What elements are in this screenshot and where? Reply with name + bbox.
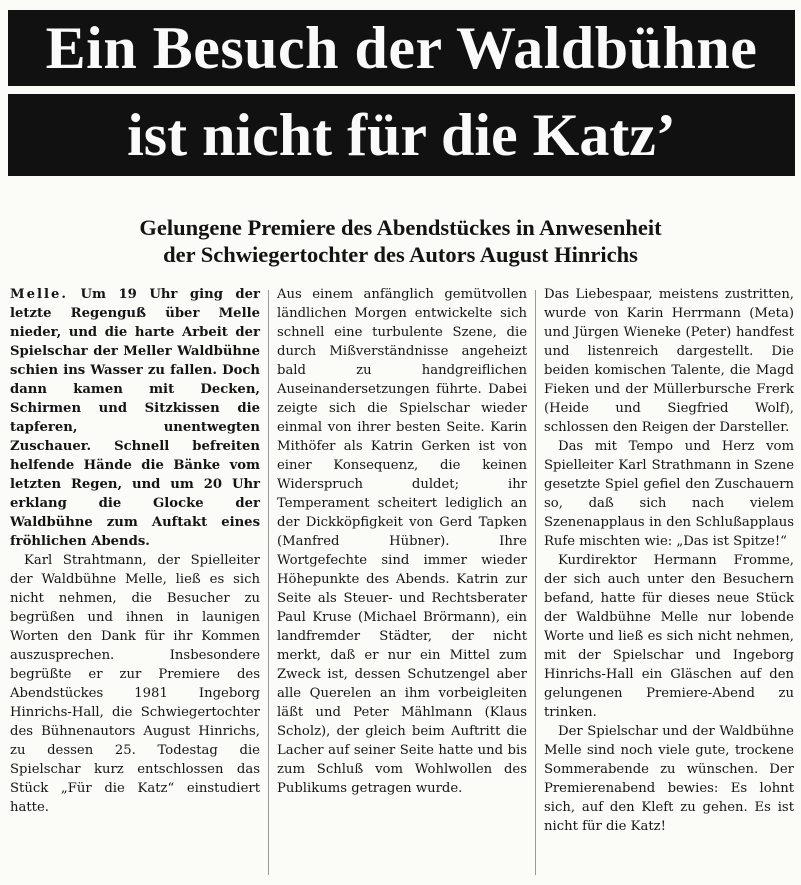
paragraph-5: Kurdirektor Hermann Fromme, der sich auch unter den Besuchern befand, hatte für dieses neue Stück der Waldbühne Melle nur lobende Worte und ließ es sich nicht nehmen, mit der Spielschar und Ingeborg Hinrichs-Hall ein Gläschen auf den gelungenen Premiere-Abend zu trinken. [544, 553, 794, 720]
headline [8, 10, 795, 176]
paragraph-6: Der Spielschar und der Waldbühne Melle sind noch viele gute, trockene Sommerabende zu wünschen. Der Premierenabend bewies: Es lohnt sich, auf den Kleft zu gehen. Es ist nicht für die Katz! [544, 724, 794, 834]
paragraph-3: Das Liebespaar, meistens zustritten, wurde von Karin Herrmann (Meta) und Jürgen Wieneke (Peter) handfest und listenreich dargestellt. Die beiden komischen Talente, die Magd Fieken und der Müllerbursche Frerk (Heide und Siegfried Wolf), schlossen den Reigen der Darsteller. [544, 287, 794, 435]
subheadline-line-2: der Schwiegertochter des Autors August Hinrichs [163, 242, 638, 267]
article-column-1 [10, 285, 260, 817]
dateline: Melle. [10, 287, 68, 302]
subheadline-line-1: Gelungene Premiere des Abendstückes in Anwesenheit [139, 215, 662, 240]
lead-paragraph [10, 285, 260, 551]
headline-line-2: ist nicht für die Katz’ [8, 94, 795, 176]
paragraph-4: Das mit Tempo und Herz vom Spielleiter Karl Strathmann in Szene gesetzte Spiel gefiel den Zuschauern so, daß sich nach vielem Szenenapplaus in den Schlußapplaus Rufe mischten wie: „Das ist Spitze!“ [544, 439, 794, 549]
paragraph-2: Aus einem anfänglich gemütvollen ländlichen Morgen entwickelte sich schnell eine turbulente Szene, die durch Mißverständnisse angeheizt bald zu handgreiflichen Auseinandersetzungen führte. Dabei zeigte sich die Spielschar wieder einmal von ihrer besten Seite. Karin Mithöfer als Katrin Gerken ist von einer Konsequenz, die keinen Widerspruch duldet; ihr Temperament scheitert lediglich an der Dickköpfigkeit von Gerd Tapken (Manfred Hübner). Ihre Wortgefechte sind immer wieder Höhepunkte des Abends. Katrin zur Seite als Steuer- und Rechtsberater Paul Kruse (Michael Brörmann), ein landfremder Städter, der nicht merkt, daß er nur ein Mittel zum Zweck ist, dessen Schutzengel aber alle Querelen an ihm vorbeigleiten läßt und Peter Mählmann (Klaus Scholz), der gleich beim Auftritt die Lacher auf seiner Seite hatte und bis zum Schluß vom Wohlwollen des Publikums getragen wurde. [277, 287, 527, 796]
column-divider-1 [268, 290, 269, 875]
paragraph-1: Karl Strahtmann, der Spielleiter der Waldbühne Melle, ließ es sich nicht nehmen, die Besucher zu begrüßen und ihnen in launigen Worten den Dank für ihr Kommen auszusprechen. Insbesondere begrüßte er zur Premiere des Abendstückes 1981 Ingeborg Hinrichs-Hall, die Schwiegertochter des Bühnenautors August Hinrichs, zu dessen 25. Todestag die Spielschar kurz entschlossen das Stück „Für die Katz“ einstudiert hatte. [10, 553, 260, 815]
article-column-2 [277, 285, 527, 798]
article-column-3 [544, 285, 794, 836]
subheadline [0, 214, 801, 268]
headline-line-1: Ein Besuch der Waldbühne [8, 10, 795, 86]
column-divider-2 [535, 290, 536, 875]
lead-text: Um 19 Uhr ging der letzte Regenguß über Melle nieder, und die harte Arbeit der Spielschar der Meller Waldbühne schien ins Wasser zu fallen. Doch dann kamen mit Decken, Schirmen und Sitzkissen die tapferen, unentwegten Zuschauer. Schnell befreiten helfende Hände die Bänke vom letzten Regen, und um 20 Uhr erklang die Glocke der Waldbühne zum Auftakt eines fröhlichen Abends. [10, 287, 260, 549]
